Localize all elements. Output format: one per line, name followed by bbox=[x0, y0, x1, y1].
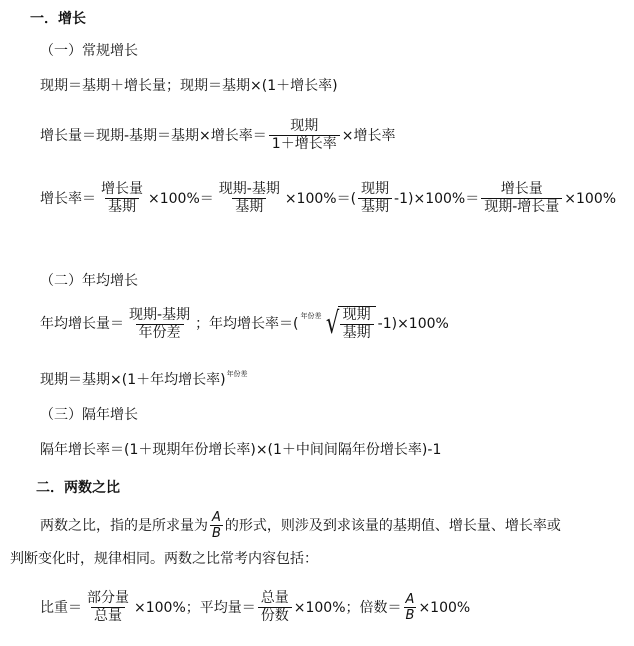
paragraph-text: 的形式，则涉及到求该量的基期值、增长量、增长率或 bbox=[224, 517, 561, 534]
fraction bbox=[481, 181, 562, 216]
section-1-title: 一．增长 bbox=[30, 11, 86, 27]
subsection-annual-growth: （二）年均增长 bbox=[40, 273, 138, 289]
formula-interval-growth: 隔年增长率＝(1＋现期年份增长率)×(1＋中间间隔年份增长率)-1 bbox=[40, 442, 442, 458]
denominator: 1＋增长率 bbox=[269, 135, 340, 153]
radicand bbox=[338, 306, 376, 342]
formula-text: ×100%＝( bbox=[284, 190, 357, 207]
radical-sign-icon: √ bbox=[325, 306, 339, 341]
fraction bbox=[358, 181, 392, 216]
fraction bbox=[269, 118, 340, 153]
section-2-title: 二．两数之比 bbox=[36, 480, 120, 496]
paragraph-ratio-cont: 判断变化时，规律相同。两数之比常考内容包括： bbox=[10, 551, 318, 567]
paragraph-ratio bbox=[40, 510, 561, 541]
fraction bbox=[404, 592, 417, 623]
formula-text: 增长量＝现期-基期＝基期×增长率＝ bbox=[40, 127, 267, 144]
root-index: 年份差 bbox=[300, 312, 322, 320]
nth-root bbox=[301, 306, 376, 342]
paragraph-text: 两数之比，指的是所求量为 bbox=[40, 517, 208, 534]
denominator: 基期 bbox=[105, 198, 139, 216]
fraction bbox=[210, 510, 223, 541]
formula-growth-amount bbox=[40, 118, 395, 153]
denominator: 总量 bbox=[91, 607, 125, 625]
exponent: 年份差 bbox=[226, 370, 248, 378]
denominator: B bbox=[405, 608, 415, 623]
numerator: A bbox=[212, 510, 221, 525]
fraction bbox=[258, 590, 292, 625]
numerator: 现期-基期 bbox=[218, 181, 280, 197]
numerator: 现期-基期 bbox=[129, 306, 191, 323]
numerator: 增长量 bbox=[500, 181, 543, 197]
numerator: 部分量 bbox=[87, 590, 129, 606]
formula-annual-growth bbox=[40, 306, 449, 342]
denominator: 年份差 bbox=[136, 324, 184, 342]
formula-text: ×100%；平均量＝ bbox=[134, 599, 256, 616]
numerator: 现期 bbox=[342, 307, 371, 323]
formula-text: 年均增长量＝ bbox=[40, 316, 124, 332]
formula-ratios bbox=[40, 590, 470, 625]
formula-text: ×100% bbox=[564, 190, 617, 207]
denominator: B bbox=[212, 526, 221, 541]
numerator: 总量 bbox=[260, 590, 289, 606]
formula-text: ×100%；倍数＝ bbox=[293, 599, 402, 616]
fraction bbox=[84, 590, 132, 625]
formula-text: ×100%＝ bbox=[148, 190, 214, 207]
formula-current-period: 现期＝基期＋增长量；现期＝基期×(1＋增长率) bbox=[40, 78, 338, 94]
formula-text: 增长率＝ bbox=[40, 190, 96, 207]
denominator: 基期 bbox=[358, 198, 392, 216]
formula-text: -1)×100%＝ bbox=[394, 190, 480, 207]
denominator: 基期 bbox=[232, 198, 266, 216]
formula-text: ；年均增长率＝( bbox=[195, 316, 299, 332]
numerator: 现期 bbox=[361, 181, 390, 197]
fraction bbox=[98, 181, 146, 216]
formula-text: -1)×100% bbox=[377, 316, 449, 332]
fraction bbox=[126, 307, 193, 342]
subsection-regular-growth: （一）常规增长 bbox=[40, 43, 138, 59]
numerator: 现期 bbox=[290, 118, 319, 134]
denominator: 份数 bbox=[258, 607, 292, 625]
fraction bbox=[340, 307, 374, 342]
formula-text: 现期＝基期×(1＋年均增长率) bbox=[40, 372, 226, 388]
formula-text: ×100% bbox=[418, 599, 471, 616]
fraction bbox=[216, 181, 283, 216]
numerator: 增长量 bbox=[101, 181, 143, 197]
denominator: 基期 bbox=[340, 324, 374, 342]
formula-annual-current bbox=[40, 371, 248, 391]
formula-text: 比重＝ bbox=[40, 599, 82, 616]
subsection-interval-growth: （三）隔年增长 bbox=[40, 407, 138, 423]
numerator: A bbox=[405, 592, 415, 607]
formula-growth-rate bbox=[40, 181, 616, 216]
denominator: 现期-增长量 bbox=[481, 198, 562, 216]
formula-text: ×增长率 bbox=[341, 127, 396, 144]
